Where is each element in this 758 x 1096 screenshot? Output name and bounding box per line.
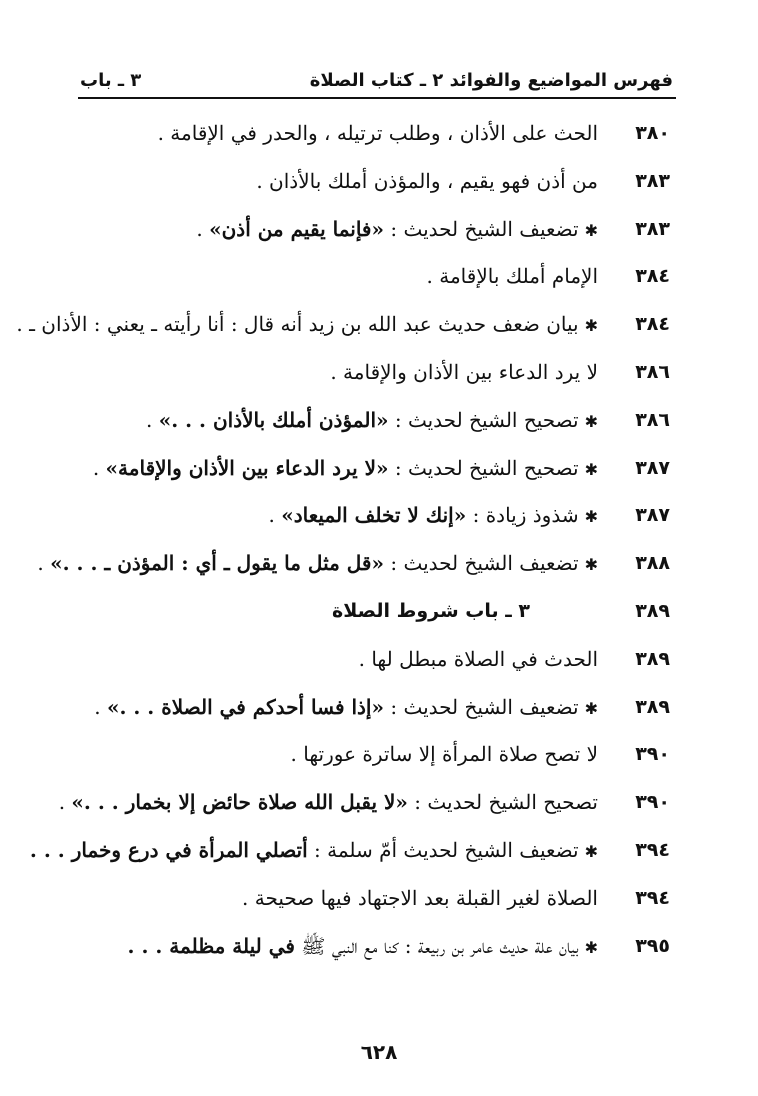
page-number: ٦٢٨ (360, 1040, 398, 1064)
entry-page-number: ٣٩٤ (635, 838, 670, 861)
index-entry (37, 542, 690, 590)
entry-quoted-hadith: «فإنما يقيم من أذن» (209, 216, 384, 241)
entry-text (60, 498, 598, 534)
entry-page-number: ٣٨٦ (635, 360, 670, 383)
entry-text (60, 737, 598, 771)
entry-text (60, 451, 598, 487)
entry-main-text: تضعيف الشيخ لحديث : (383, 551, 579, 576)
entry-text (60, 259, 598, 293)
entry-main-text: تصحيح الشيخ لحديث : (388, 407, 579, 432)
entry-main-text: بيان ضعف حديث عبد الله بن زيد أنه قال : أنا رأيته ـ يعني : الأذان ـ . (16, 312, 579, 337)
entry-page-number: ٣٨٦ (635, 408, 670, 431)
entry-main-text: تضعيف الشيخ لحديث أمّ سلمة : (307, 837, 579, 862)
entry-main-text: الحث على الأذان ، وطلب ترتيله ، والحدر في الإقامة . (157, 121, 598, 145)
index-entry (60, 686, 690, 734)
entry-main-text: تضعيف الشيخ لحديث : (383, 216, 579, 241)
entry-trailing-text: . (92, 455, 106, 480)
entry-page-number: ٣٨٧ (635, 504, 670, 527)
entry-quoted-hadith: في ليلة مظلمة . . . (127, 933, 295, 958)
entry-page-number: ٣٨٨ (635, 552, 670, 575)
index-entry (60, 447, 690, 495)
index-entry (60, 351, 690, 399)
entry-page-number: ٣٨٤ (635, 313, 670, 336)
entry-main-text: لا يرد الدعاء بين الأذان والإقامة . (330, 359, 598, 384)
asterisk-icon: ✱ (584, 555, 598, 575)
entry-text (60, 881, 598, 915)
entry-page-number: ٣٨٩ (635, 599, 670, 622)
asterisk-icon: ✱ (584, 411, 598, 431)
index-entry (60, 925, 690, 973)
entry-page-number: ٣٨٩ (635, 647, 670, 670)
section-heading-row (60, 590, 690, 638)
header-rule (78, 97, 676, 99)
entry-quoted-hadith: «لا يقبل الله صلاة حائض إلا بخمار . . .» (71, 790, 408, 815)
index-entry (60, 160, 690, 208)
entry-text (37, 546, 598, 582)
entry-main-text: الصلاة لغير القبلة بعد الاجتهاد فيها صحيحة . (242, 885, 598, 910)
entry-text (60, 785, 598, 819)
entry-text (60, 212, 598, 248)
header-chapter: ٣ ـ باب (80, 70, 142, 91)
entry-main-text: ٣ ـ باب شروط الصلاة (332, 599, 530, 622)
entry-quoted-hadith: «المؤذن أملك بالأذان . . .» (158, 407, 389, 432)
entry-main-text: تصحيح الشيخ لحديث : (407, 790, 598, 815)
entry-trailing-text: . (268, 503, 282, 528)
entry-main-text: شذوذ زيادة : (466, 503, 579, 528)
entry-text (29, 833, 598, 869)
entry-page-number: ٣٨٣ (635, 217, 670, 240)
entry-page-number: ٣٩٠ (635, 743, 670, 766)
entry-main-text: من أذن فهو يقيم ، والمؤذن أملك بالأذان . (256, 168, 598, 193)
index-entry (60, 255, 690, 303)
entry-text (60, 642, 598, 676)
entry-page-number: ٣٩٤ (635, 886, 670, 909)
asterisk-icon: ✱ (584, 841, 598, 861)
index-entries-list (16, 112, 690, 972)
entry-page-number: ٣٨٤ (635, 265, 670, 288)
asterisk-icon: ✱ (584, 220, 598, 240)
entry-main-text: تصحيح الشيخ لحديث : (388, 455, 579, 480)
entry-text (16, 307, 598, 343)
entry-page-number: ٣٨٠ (635, 122, 670, 144)
index-entry (60, 208, 690, 256)
index-entry (60, 733, 690, 781)
entry-text (60, 116, 598, 150)
entry-page-number: ٣٨٧ (635, 456, 670, 479)
entry-trailing-text: . (37, 551, 51, 576)
entry-text (60, 355, 598, 389)
index-entry (29, 829, 690, 877)
entry-quoted-hadith: «إذا فسا أحدكم في الصلاة . . .» (106, 694, 384, 719)
index-entry (60, 638, 690, 686)
entry-text (60, 929, 598, 965)
asterisk-icon: ✱ (584, 937, 598, 957)
entry-main-text: الحدث في الصلاة مبطل لها . (358, 646, 598, 671)
header-index-title: فهرس المواضيع والفوائد (449, 70, 673, 91)
header-book-title: ٢ ـ كتاب الصلاة (309, 70, 444, 91)
index-entry (16, 303, 690, 351)
entry-main-text: بيان علة حديث عامر بن ربيعة : كنا مع النبي ﷺ (294, 933, 579, 958)
entry-page-number: ٣٩٠ (635, 791, 670, 814)
running-header (80, 70, 673, 100)
entry-trailing-text: . (196, 216, 210, 241)
entry-quoted-hadith: «لا يرد الدعاء بين الأذان والإقامة» (105, 455, 389, 480)
entry-quoted-hadith: «قل مثل ما يقول ـ أي : المؤذن ـ . . .» (50, 551, 384, 576)
entry-main-text: تضعيف الشيخ لحديث : (383, 694, 579, 719)
asterisk-icon: ✱ (584, 459, 598, 479)
entry-quoted-hadith: «إنك لا تخلف الميعاد» (281, 503, 467, 528)
entry-page-number: ٣٩٥ (635, 934, 670, 957)
entry-trailing-text: . (145, 407, 159, 432)
asterisk-icon: ✱ (584, 316, 598, 336)
entry-text (60, 403, 598, 439)
entry-page-number: ٣٨٩ (635, 695, 670, 718)
entry-trailing-text: . (94, 694, 107, 719)
section-heading-text (60, 594, 530, 628)
entry-trailing-text: . (58, 790, 72, 815)
index-entry (60, 781, 690, 829)
index-entry (60, 877, 690, 925)
asterisk-icon: ✱ (584, 507, 598, 527)
asterisk-icon: ✱ (584, 698, 598, 718)
entry-quoted-hadith: أتصلي المرأة في درع وخمار . . . (29, 837, 308, 862)
index-entry (60, 399, 690, 447)
entry-text (60, 690, 598, 726)
entry-main-text: الإمام أملك بالإقامة . (426, 264, 598, 289)
index-entry (60, 494, 690, 542)
entry-page-number: ٣٨٣ (635, 169, 670, 192)
entry-text (60, 164, 598, 198)
index-entry (60, 112, 690, 160)
entry-main-text: لا تصح صلاة المرأة إلا ساترة عورتها . (290, 742, 598, 767)
